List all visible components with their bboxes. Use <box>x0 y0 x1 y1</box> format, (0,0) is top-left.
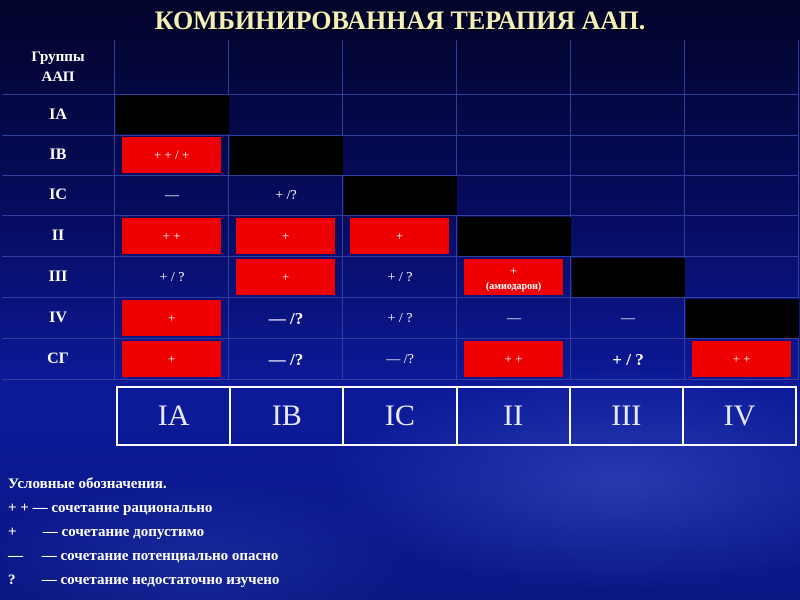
red-combination-cell <box>692 341 791 377</box>
grid-cell <box>571 175 685 216</box>
legend-line-acceptable: + — сочетание допустимо <box>8 524 205 540</box>
header-cell-label <box>31 47 84 87</box>
diagonal-black-cell <box>116 95 229 134</box>
legend-line-unstudied: ? — сочетание недостаточно изучено <box>8 572 280 588</box>
red-combination-cell <box>122 341 221 377</box>
column-header-1: IB <box>231 388 344 444</box>
red-combination-cell <box>236 259 335 295</box>
grid-cell <box>229 95 343 136</box>
row-label-3: II <box>2 216 115 257</box>
cell-value: + / ? <box>159 269 185 285</box>
red-combination-cell <box>350 218 449 254</box>
cell-value: + <box>281 269 290 284</box>
diagonal-black-cell <box>458 217 571 256</box>
cell-value: — /? <box>268 349 304 369</box>
cell-value: + <box>395 228 404 243</box>
column-header-3: II <box>458 388 571 444</box>
legend <box>8 472 279 592</box>
combination-cell <box>229 298 343 339</box>
header-empty-cell <box>685 40 799 95</box>
combination-cell <box>571 339 685 380</box>
legend-line-dangerous: — — сочетание потенциально опасно <box>8 548 279 564</box>
red-combination-cell <box>464 341 563 377</box>
diagonal-black-cell <box>230 136 343 175</box>
cell-value: + / ? <box>387 310 413 326</box>
column-header-5: IV <box>723 399 756 432</box>
grid-cell <box>343 95 457 136</box>
grid-cell <box>685 95 799 136</box>
cell-value: + + <box>732 351 751 366</box>
column-header-2: IC <box>344 388 457 444</box>
column-header-0: IA <box>118 388 231 444</box>
cell-value: + + / + <box>153 147 190 162</box>
row-label-5: IV <box>2 298 115 339</box>
red-combination-cell <box>464 259 563 295</box>
cell-note: (амиодарон) <box>485 280 542 292</box>
red-combination-cell <box>236 218 335 254</box>
cell-value: + /? <box>275 187 297 203</box>
grid-cell <box>685 257 799 298</box>
header-cell-line1: Группы <box>31 49 85 65</box>
row-label-2: IC <box>2 175 115 216</box>
cell-value: — /? <box>268 308 304 328</box>
combination-cell <box>229 339 343 380</box>
grid-cell <box>685 135 799 176</box>
column-header-bar <box>116 386 797 446</box>
combination-cell <box>229 175 343 216</box>
cell-value: — /? <box>386 351 414 367</box>
header-empty-cell <box>115 40 229 95</box>
cell-value: — <box>165 187 179 203</box>
header-empty-cell <box>343 40 457 95</box>
row-label-4: III <box>2 257 115 298</box>
cell-value: + + <box>504 351 523 366</box>
row-label-6: СГ <box>2 339 115 380</box>
grid-cell <box>571 216 685 257</box>
red-combination-cell <box>122 300 221 336</box>
combination-cell <box>343 257 457 298</box>
header-empty-cell <box>457 40 571 95</box>
row-label-1: IB <box>2 135 115 176</box>
cell-value: + <box>167 310 176 325</box>
grid-cell <box>457 95 571 136</box>
cell-value: + <box>167 351 176 366</box>
legend-title: Условные обозначения. <box>8 476 167 492</box>
header-empty-cell <box>571 40 685 95</box>
combination-cell <box>343 339 457 380</box>
cell-value: + <box>281 228 290 243</box>
cell-value: — <box>621 310 635 326</box>
combination-cell <box>343 298 457 339</box>
grid-cell <box>457 175 571 216</box>
header-cell <box>2 40 115 95</box>
grid-cell <box>571 95 685 136</box>
red-combination-cell <box>122 218 221 254</box>
diagonal-black-cell <box>344 176 457 215</box>
header-empty-cell <box>229 40 343 95</box>
cell-value: — <box>507 310 521 326</box>
grid-cell <box>571 135 685 176</box>
grid-cell <box>685 175 799 216</box>
combination-cell <box>115 175 229 216</box>
cell-value: + / ? <box>612 349 644 369</box>
cell-value: + <box>509 262 518 278</box>
grid-cell <box>685 216 799 257</box>
diagonal-black-cell <box>686 299 799 338</box>
combination-cell <box>457 298 571 339</box>
combination-cell <box>571 298 685 339</box>
cell-value: + + <box>162 228 181 243</box>
header-cell-line2: ААП <box>41 69 75 85</box>
red-combination-cell <box>122 137 221 173</box>
column-header-4: III <box>571 388 684 444</box>
grid-cell <box>457 135 571 176</box>
combination-cell <box>115 257 229 298</box>
grid-cell <box>343 135 457 176</box>
cell-value: + / ? <box>387 269 413 285</box>
diagonal-black-cell <box>572 258 685 297</box>
slide-title: КОМБИНИРОВАННАЯ ТЕРАПИЯ ААП. <box>154 6 646 35</box>
row-label-0: IA <box>2 95 115 136</box>
legend-line-rational: + + — сочетание рационально <box>8 500 213 516</box>
